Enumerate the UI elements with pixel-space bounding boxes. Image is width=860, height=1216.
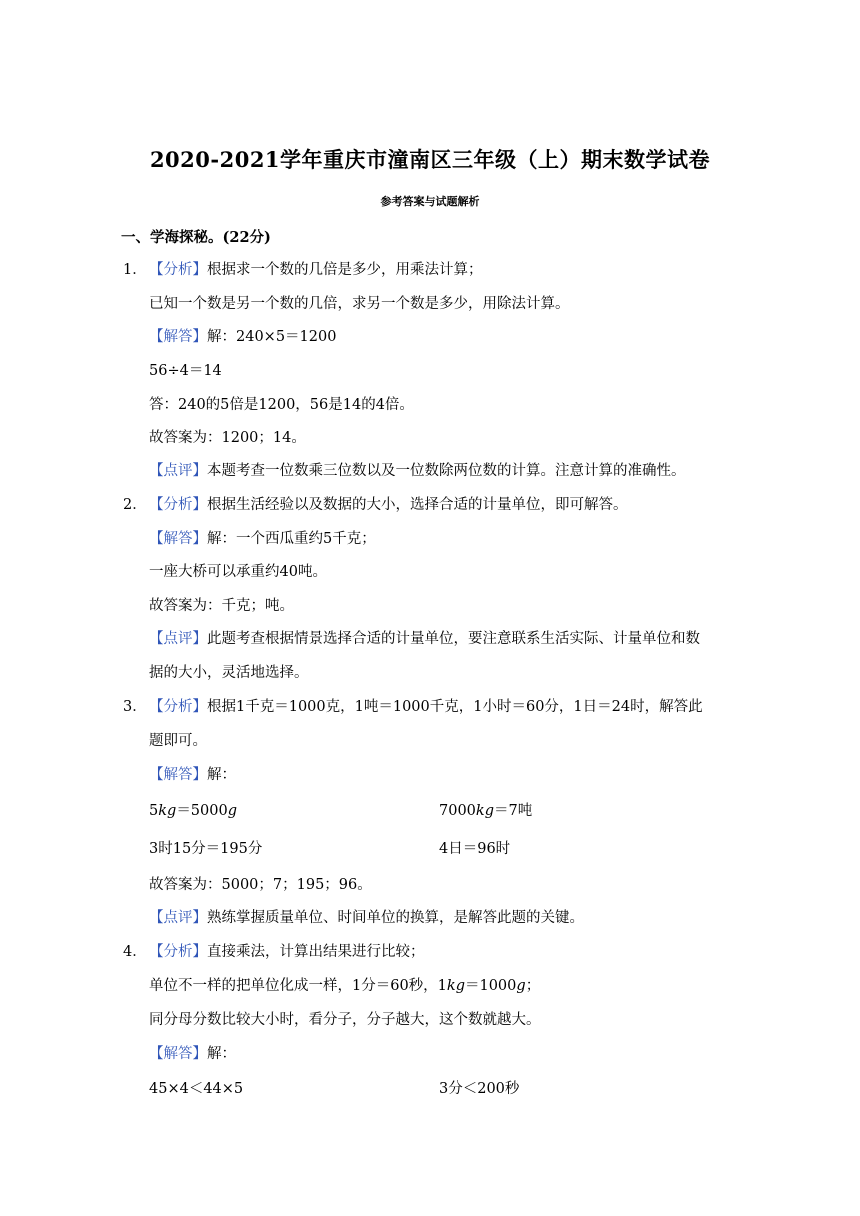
question-4-number: 4． bbox=[123, 944, 147, 960]
question-3-number: 3． bbox=[123, 699, 147, 715]
q3-answer-final: 故答案为：5000；7；195；96。 bbox=[149, 877, 372, 893]
section-heading: 一、学海探秘。(22分) bbox=[121, 229, 271, 246]
question-1-number: 1． bbox=[123, 262, 147, 278]
q3-comment: 【点评】熟练掌握质量单位、时间单位的换算，是解答此题的关键。 bbox=[149, 910, 584, 926]
q1-answer-line4: 故答案为：1200；14。 bbox=[149, 430, 306, 446]
q4-row1-left: 45×4＜44×5 bbox=[149, 1081, 244, 1097]
q3-row2-left: 3时15分＝195分 bbox=[149, 841, 263, 857]
q2-comment-line2: 据的大小，灵活地选择。 bbox=[149, 665, 309, 681]
q4-analysis: 【分析】直接乘法，计算出结果进行比较； bbox=[149, 944, 425, 960]
q3-analysis: 【分析】根据1千克＝1000克，1吨＝1000千克，1小时＝60分，1日＝24时，解答此 bbox=[149, 699, 703, 715]
q3-row1-right: 7000kg＝7吨 bbox=[439, 803, 533, 819]
q2-answer: 【解答】解：一个西瓜重约5千克； bbox=[149, 531, 376, 547]
q1-answer-line2: 56÷4＝14 bbox=[149, 363, 222, 379]
q2-comment: 【点评】此题考查根据情景选择合适的计量单位，要注意联系生活实际、计量单位和数 bbox=[149, 631, 700, 647]
analysis-tag: 【分析】 bbox=[149, 262, 207, 278]
page-title: 2020-2021学年重庆市潼南区三年级（上）期末数学试卷 bbox=[149, 147, 711, 172]
q2-answer-line2: 一座大桥可以承重约40吨。 bbox=[149, 564, 327, 580]
analysis-tag: 【分析】 bbox=[149, 699, 207, 715]
analysis-tag: 【分析】 bbox=[149, 944, 207, 960]
q2-analysis: 【分析】根据生活经验以及数据的大小，选择合适的计量单位，即可解答。 bbox=[149, 497, 628, 513]
answer-tag: 【解答】 bbox=[149, 767, 207, 783]
q3-answer: 【解答】解： bbox=[149, 767, 236, 783]
q3-analysis-line2: 题即可。 bbox=[149, 733, 207, 749]
q1-comment: 【点评】本题考查一位数乘三位数以及一位数除两位数的计算。注意计算的准确性。 bbox=[149, 463, 686, 479]
answer-tag: 【解答】 bbox=[149, 329, 207, 345]
q4-analysis-line2: 单位不一样的把单位化成一样，1分＝60秒，1kg＝1000g； bbox=[149, 978, 541, 994]
question-2-number: 2． bbox=[123, 497, 147, 513]
comment-tag: 【点评】 bbox=[149, 631, 207, 647]
q3-row1-left: 5kg＝5000g bbox=[149, 803, 238, 819]
q1-answer-line3: 答：240的5倍是1200，56是14的4倍。 bbox=[149, 397, 414, 413]
q4-row1-right: 3分＜200秒 bbox=[439, 1081, 520, 1097]
q2-answer-line3: 故答案为：千克；吨。 bbox=[149, 598, 294, 614]
q1-analysis: 【分析】根据求一个数的几倍是多少，用乘法计算； bbox=[149, 262, 483, 278]
answer-tag: 【解答】 bbox=[149, 531, 207, 547]
q1-analysis-line2: 已知一个数是另一个数的几倍，求另一个数是多少，用除法计算。 bbox=[149, 296, 570, 312]
q3-row2-right: 4日＝96时 bbox=[439, 841, 511, 857]
q4-answer: 【解答】解： bbox=[149, 1046, 236, 1062]
q1-answer: 【解答】解：240×5＝1200 bbox=[149, 329, 337, 345]
q4-analysis-line3: 同分母分数比较大小时，看分子，分子越大，这个数就越大。 bbox=[149, 1012, 541, 1028]
analysis-tag: 【分析】 bbox=[149, 497, 207, 513]
page-subtitle: 参考答案与试题解析 bbox=[380, 195, 480, 208]
comment-tag: 【点评】 bbox=[149, 463, 207, 479]
answer-tag: 【解答】 bbox=[149, 1046, 207, 1062]
comment-tag: 【点评】 bbox=[149, 910, 207, 926]
